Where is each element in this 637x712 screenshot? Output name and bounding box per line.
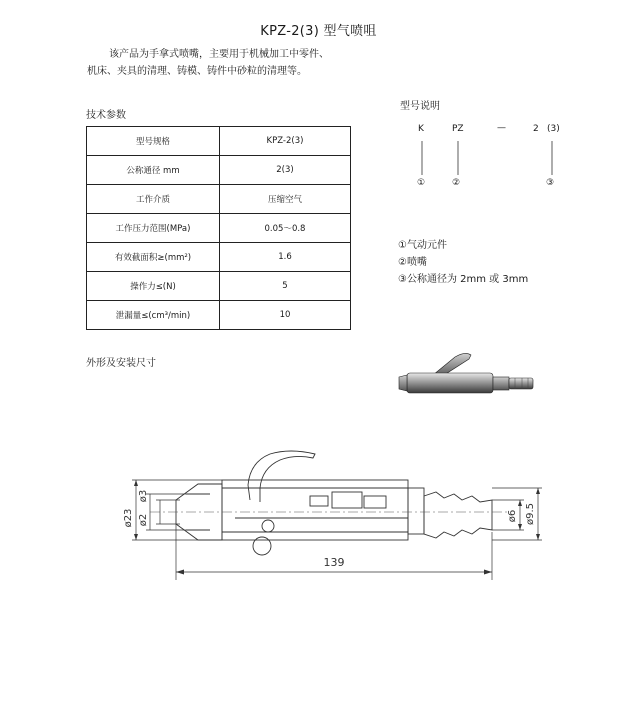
table-cell-label: 工作压力范围(MPa) bbox=[87, 214, 220, 243]
model-mark-2: ② bbox=[452, 178, 461, 188]
table-row bbox=[87, 272, 351, 301]
table-row bbox=[87, 301, 351, 330]
intro-line-1: 该产品为手拿式喷嘴，主要用于机械加工中零件、 bbox=[109, 49, 329, 60]
model-code-dash: — bbox=[497, 123, 506, 133]
table-row bbox=[87, 185, 351, 214]
legend-item: ②喷嘴 bbox=[398, 257, 427, 268]
table-cell-label: 工作介质 bbox=[87, 185, 220, 214]
table-cell-value: KPZ-2(3) bbox=[220, 127, 351, 156]
model-code-size-alt: (3) bbox=[547, 124, 560, 134]
model-mark-3: ③ bbox=[546, 178, 555, 188]
spec-table bbox=[86, 126, 351, 330]
lever-outline bbox=[248, 451, 315, 502]
intro-paragraph bbox=[87, 46, 387, 80]
technical-drawing bbox=[110, 440, 560, 590]
intro-line-2: 机床、夹具的清理、铸模、铸件中砂粒的清理等。 bbox=[87, 66, 307, 77]
legend-item: ①气动元件 bbox=[398, 240, 447, 251]
model-code-k: K bbox=[418, 124, 424, 134]
dim-d95: ø9.5 bbox=[525, 502, 536, 526]
table-row bbox=[87, 243, 351, 272]
hinge-pin bbox=[262, 520, 274, 532]
spec-heading: 技术参数 bbox=[86, 110, 126, 121]
table-cell-value: 0.05～0.8 bbox=[220, 214, 351, 243]
model-code-size: 2 bbox=[533, 124, 539, 134]
table-row bbox=[87, 156, 351, 185]
hose-barb bbox=[424, 492, 492, 538]
valve-body bbox=[222, 480, 408, 540]
dim-length: 139 bbox=[323, 556, 345, 569]
dim-d6: ø6 bbox=[507, 509, 518, 523]
model-code-pz: PZ bbox=[452, 124, 464, 134]
table-cell-value: 压缩空气 bbox=[220, 185, 351, 214]
product-photo bbox=[395, 345, 545, 405]
model-mark-1: ① bbox=[417, 178, 426, 188]
table-cell-label: 操作力≤(N) bbox=[87, 272, 220, 301]
table-cell-label: 泄漏量≤(cm³/min) bbox=[87, 301, 220, 330]
table-row bbox=[87, 214, 351, 243]
model-heading: 型号说明 bbox=[400, 101, 440, 112]
drawing-heading: 外形及安装尺寸 bbox=[86, 358, 156, 369]
table-cell-label: 型号规格 bbox=[87, 127, 220, 156]
table-cell-value: 2(3) bbox=[220, 156, 351, 185]
model-legend bbox=[398, 237, 528, 288]
table-cell-value: 1.6 bbox=[220, 243, 351, 272]
table-cell-value: 5 bbox=[220, 272, 351, 301]
page-title: KPZ-2(3) 型气喷咀 bbox=[260, 24, 377, 39]
table-cell-value: 10 bbox=[220, 301, 351, 330]
table-cell-label: 有效截面积≥(mm²) bbox=[87, 243, 220, 272]
legend-item: ③公称通径为 2mm 或 3mm bbox=[398, 274, 529, 285]
table-row bbox=[87, 127, 351, 156]
dim-d2: ø2 bbox=[138, 513, 149, 527]
table-cell-label: 公称通径 mm bbox=[87, 156, 220, 185]
dim-d3: ø3 bbox=[138, 489, 149, 503]
dim-d23: ø23 bbox=[123, 508, 134, 528]
